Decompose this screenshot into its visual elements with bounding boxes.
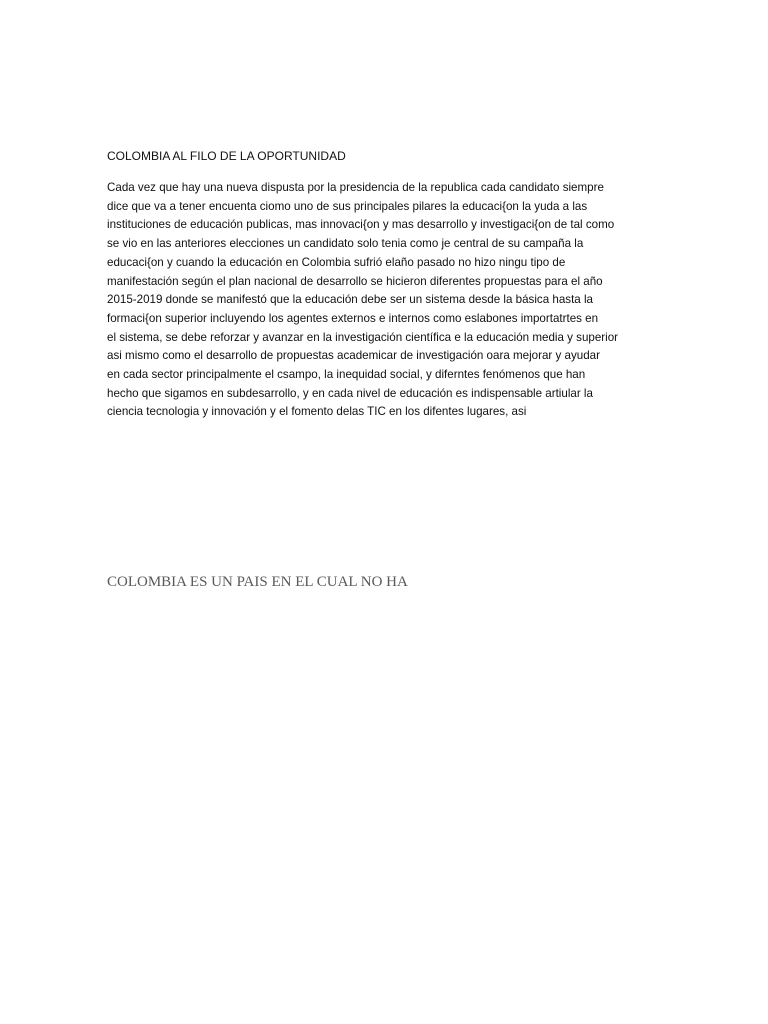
paragraph-line: se vio en las anteriores elecciones un candidato solo tenia como je central de su campaña la — [107, 237, 584, 251]
paragraph-line: hecho que sigamos en subdesarrollo, y en cada nivel de educación es indispensable artiular la — [107, 386, 593, 400]
paragraph-line: dice que va a tener encuenta ciomo uno de sus principales pilares la educaci{on la yuda a las — [107, 199, 588, 213]
paragraph-line: Cada vez que hay una nueva dispusta por la presidencia de la republica cada candidato siempre — [107, 181, 604, 194]
paragraph-line: educaci{on y cuando la educación en Colombia sufrió elaño pasado no hizo ningu tipo de — [107, 255, 566, 269]
document-subheading: COLOMBIA ES UN PAIS EN EL CUAL NO HA — [107, 574, 408, 590]
paragraph-line: 2015-2019 donde se manifestó que la educación debe ser un sistema desde la básica hasta la — [107, 293, 593, 307]
paragraph-line: manifestación según el plan nacional de desarrollo se hicieron diferentes propuestas para el año — [107, 274, 603, 288]
paragraph-line: ciencia tecnologia y innovación y el fomento delas TIC en los difentes lugares, asi — [107, 405, 527, 419]
paragraph-line: asi mismo como el desarrollo de propuestas academicar de investigación oara mejorar y ayudar — [107, 349, 600, 363]
paragraph-line: en cada sector principalmente el csampo, la inequidad social, y diferntes fenómenos que han — [107, 368, 586, 382]
paragraph-line: instituciones de educación publicas, mas innovaci{on y mas desarrollo y investigaci{on de tal como — [107, 218, 615, 232]
paragraph-line: el sistema, se debe reforzar y avanzar en la investigación científica e la educación media y superior — [107, 330, 619, 344]
body-paragraph — [107, 179, 667, 422]
document-title: COLOMBIA AL FILO DE LA OPORTUNIDAD — [107, 149, 346, 163]
paragraph-line: formaci{on superior incluyendo los agentes externos e internos como eslabones importatrtes en — [107, 311, 599, 325]
